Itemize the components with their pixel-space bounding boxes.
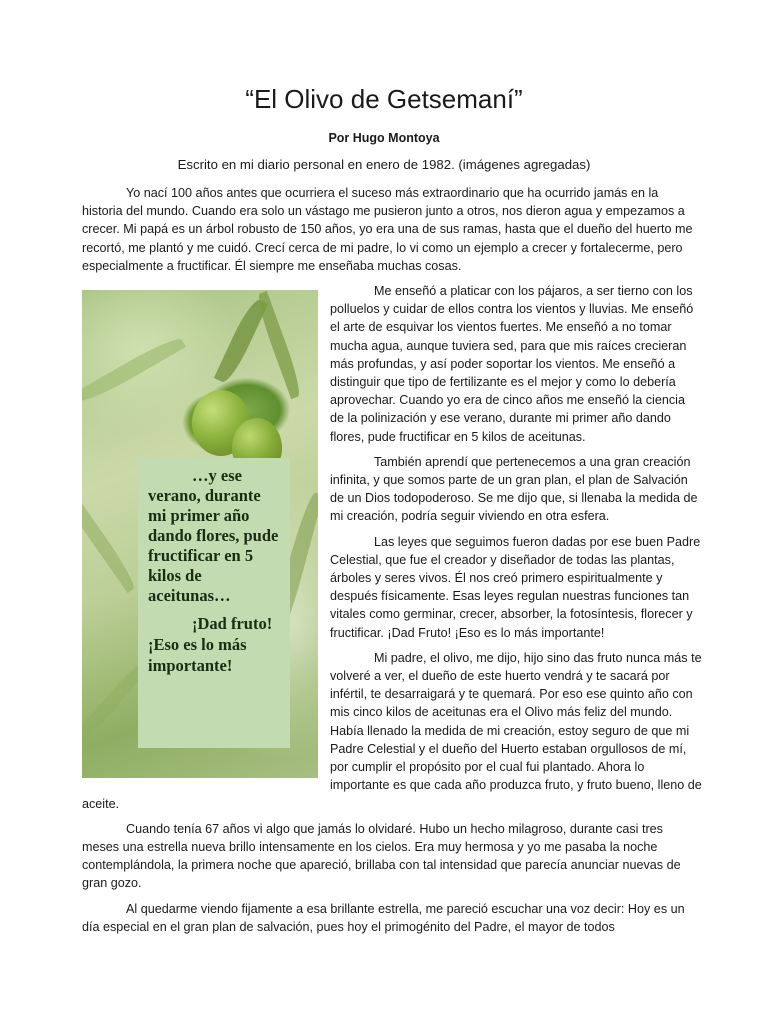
paragraph-3: También aprendí que pertenecemos a una gran creación infinita, y que somos parte de un gran plan, el plan de Salvación de un Dios todopoderoso. Se me dijo que, si llenaba la medida de mi creación, podría seguir viviendo en otra esfera. (330, 454, 698, 524)
paragraph-6: Cuando tenía 67 años vi algo que jamás lo olvidaré. Hubo un hecho milagroso, durante casi tres meses una estrella nueva brillo intensamente en los cielos. Era muy hermosa y yo me pasaba la noche contemplándola, la primera noche que apareció, brillaba con tal intensidad que parecía anunciar nuevas de gran gozo. (82, 821, 681, 891)
paragraph-5: Mi padre, el olivo, me dijo, hijo sino das fruto nunca más te volveré a ver, el dueño de este huerto vendrá y te sacará por infértil, te desarraigará y te quemará. Por eso ese quinto año con mis cinco kilos de aceitunas era el Olivo más feliz del mundo. Había llenado la medida de mi creación, estoy seguro de que mi Padre Celestial y el dueño del Huerto estaban orgullosos de mí, por cumplir el propósito por el cual fui plantado. Ahora lo importante es que cada año produzca fruto, y fruto bueno, lleno de aceite. (82, 650, 702, 811)
page-title: “El Olivo de Getsemaní” (245, 84, 523, 114)
caption-quote: …y ese verano, durante mi primer año dando flores, pude fructificar en 5 kilos de aceitunas… (148, 466, 279, 606)
image-caption-box (138, 458, 290, 748)
paragraph-1: Yo nací 100 años antes que ocurriera el suceso más extraordinario que ha ocurrido jamás en la historia del mundo. Cuando era solo un vástago me pusieron junto a otros, nos dieron agua y empezamos a crecer. Mi papá es un árbol robusto de 150 años, yo era una de sus ramas, hasta que el dueño del huerto me recortó, me plantó y me cuidó. Crecí cerca de mi padre, lo vi como un ejemplo a crecer y fortalecerme, pero especialmente a fructificar. Él siempre me enseñaba muchas cosas. (82, 186, 693, 273)
olive-branch-photo (82, 290, 318, 778)
caption-emphasis: ¡Dad fruto! ¡Eso es lo más importante! (148, 614, 273, 676)
paragraph-2: Me enseñó a platicar con los pájaros, a ser tierno con los polluelos y cuidar de ellos contra los vientos y lluvias. Me enseñó el arte de esquivar los vientos fuertes. Me enseñó a no tomar mucha agua, aunque tuviera sed, para que mis raíces crecieran más profundas, y así poder soportar los vientos. Me enseñó a distinguir que tipo de fertilizante es el mejor y como lo debería aprovechar. Cuando yo era de cinco años me enseñó la ciencia de la polinización y ese verano, durante mi primer año dando flores, pude fructificar en 5 kilos de aceitunas. (330, 284, 694, 444)
author-line: Por Hugo Montoya (328, 131, 440, 145)
paragraph-7: Al quedarme viendo fijamente a esa brillante estrella, me pareció escuchar una voz decir: Hoy es un día especial en el gran plan de salvación, pues hoy el primogénito del Padre, el mayor de todos (82, 901, 685, 934)
article-body (82, 184, 702, 943)
paragraph-4: Las leyes que seguimos fueron dadas por ese buen Padre Celestial, que fue el creador y diseñador de todas las plantas, árboles y seres vivos. Él nos creó primero espiritualmente y después físicamente. Esas leyes regulan nuestras funciones tan vitales como germinar, crecer, absorber, la fotosíntesis, florecer y fructificar. ¡Dad Fruto! ¡Eso es lo más importante! (330, 534, 701, 640)
subtitle-line: Escrito en mi diario personal en enero de 1982. (imágenes agregadas) (177, 157, 591, 172)
